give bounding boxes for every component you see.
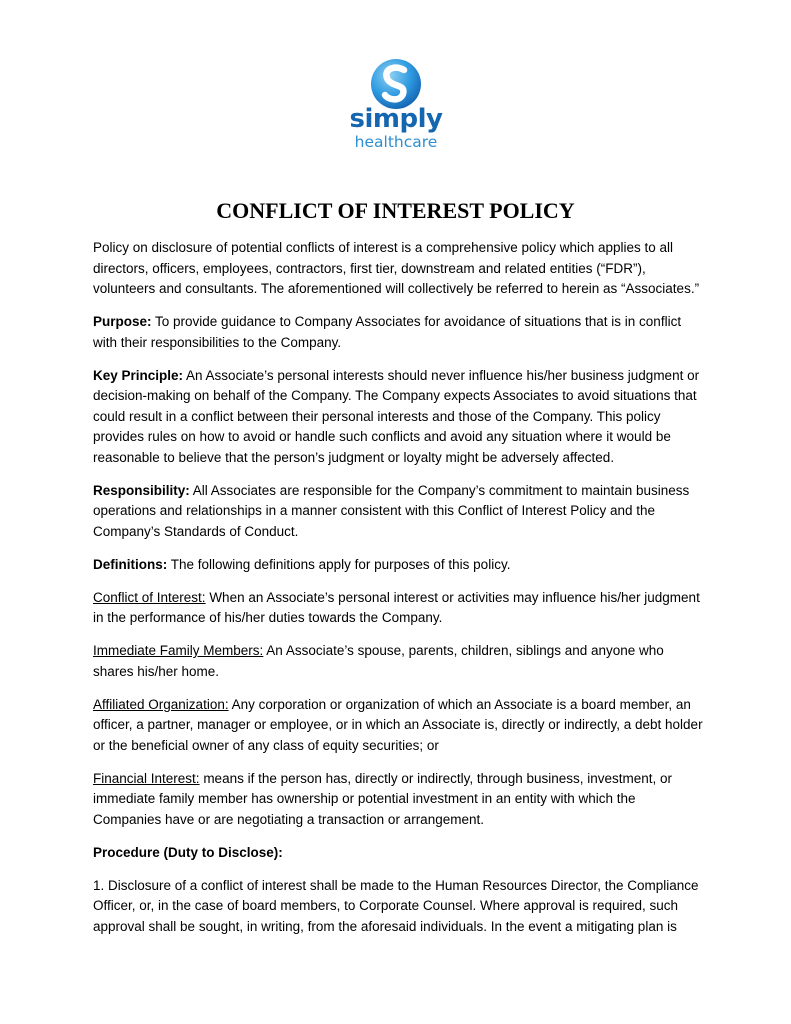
definition-text: means if the person has, directly or indirectly, through business, investment, or immediate family member has ownership or potential investment in an entity with which the Companies have or are negotiating a transaction or arrangement.: [93, 770, 673, 827]
intro-paragraph: Policy on disclosure of potential conflicts of interest is a comprehensive policy which applies to all directors, officers, employees, contractors, first tier, downstream and related entities (“FDR”), volunteers and consultants. The aforementioned will collectively be referred to herein as “Associates.”: [93, 240, 700, 296]
logo-wordmark-healthcare: healthcare: [354, 133, 438, 151]
logo-wordmark-simply: simply: [349, 104, 443, 134]
key-principle-label: Key Principle:: [93, 367, 184, 383]
definition-text: When an Associate’s personal interest or activities may influence his/her judgment in the performance of his/her duties towards the Company.: [93, 589, 700, 625]
definition-affiliated-organization: [93, 695, 703, 757]
responsibility-text: All Associates are responsible for the Company’s commitment to maintain business operations and relationships in a manner consistent with this Conflict of Interest Policy and the Company’s Standards of Conduct.: [93, 482, 690, 539]
key-principle-paragraph: [93, 366, 703, 469]
simply-healthcare-logo: [340, 58, 452, 158]
definition-conflict-of-interest: [93, 588, 703, 629]
purpose-label: Purpose:: [93, 314, 152, 329]
definition-term: Immediate Family Members:: [93, 643, 264, 658]
responsibility-paragraph: [93, 481, 703, 543]
definition-term: Conflict of Interest:: [93, 589, 206, 605]
document-body: [93, 238, 703, 950]
purpose-text: To provide guidance to Company Associates for avoidance of situations that is in conflict with their responsibilities to the Company.: [93, 314, 682, 350]
definition-financial-interest: [93, 769, 703, 831]
definitions-label: Definitions:: [93, 556, 168, 572]
definitions-text: The following definitions apply for purposes of this policy.: [167, 556, 511, 572]
definition-term: Financial Interest:: [93, 770, 200, 786]
purpose-paragraph: [93, 312, 703, 353]
document-title: CONFLICT OF INTEREST POLICY: [216, 198, 575, 223]
definition-term: Affiliated Organization:: [93, 696, 229, 712]
key-principle-text: An Associate’s personal interests should never influence his/her business judgment or decision-making on behalf of the Company. The Company expects Associates to avoid situations that could result in a conflict between their personal interests and those of the Company. This policy provides rules on how to avoid or handle such conflicts and avoid any situation where it would be reasonable to believe that the person’s judgment or loyalty might be adversely affected.: [93, 367, 700, 465]
definition-text: An Associate’s spouse, parents, children, siblings and anyone who shares his/her home.: [93, 643, 664, 679]
definition-text: Any corporation or organization of which an Associate is a board member, an officer, a partner, manager or employee, or in which an Associate is, directly or indirectly, a debt holder or the beneficial owner of any class of equity securities; or: [93, 696, 703, 753]
definitions-paragraph: [93, 555, 703, 576]
logo-s-mark-icon: [370, 58, 422, 110]
procedure-heading: Procedure (Duty to Disclose):: [93, 844, 283, 860]
procedure-item-1: 1. Disclosure of a conflict of interest shall be made to the Human Resources Director, the Compliance Officer, or, in the case of board members, to Corporate Counsel. Where approval is required, such approval shall be sought, in writing, from the aforesaid individuals. In the event a mitigating plan is: [93, 877, 699, 934]
responsibility-label: Responsibility:: [93, 482, 190, 498]
definition-immediate-family-members: [93, 641, 703, 682]
